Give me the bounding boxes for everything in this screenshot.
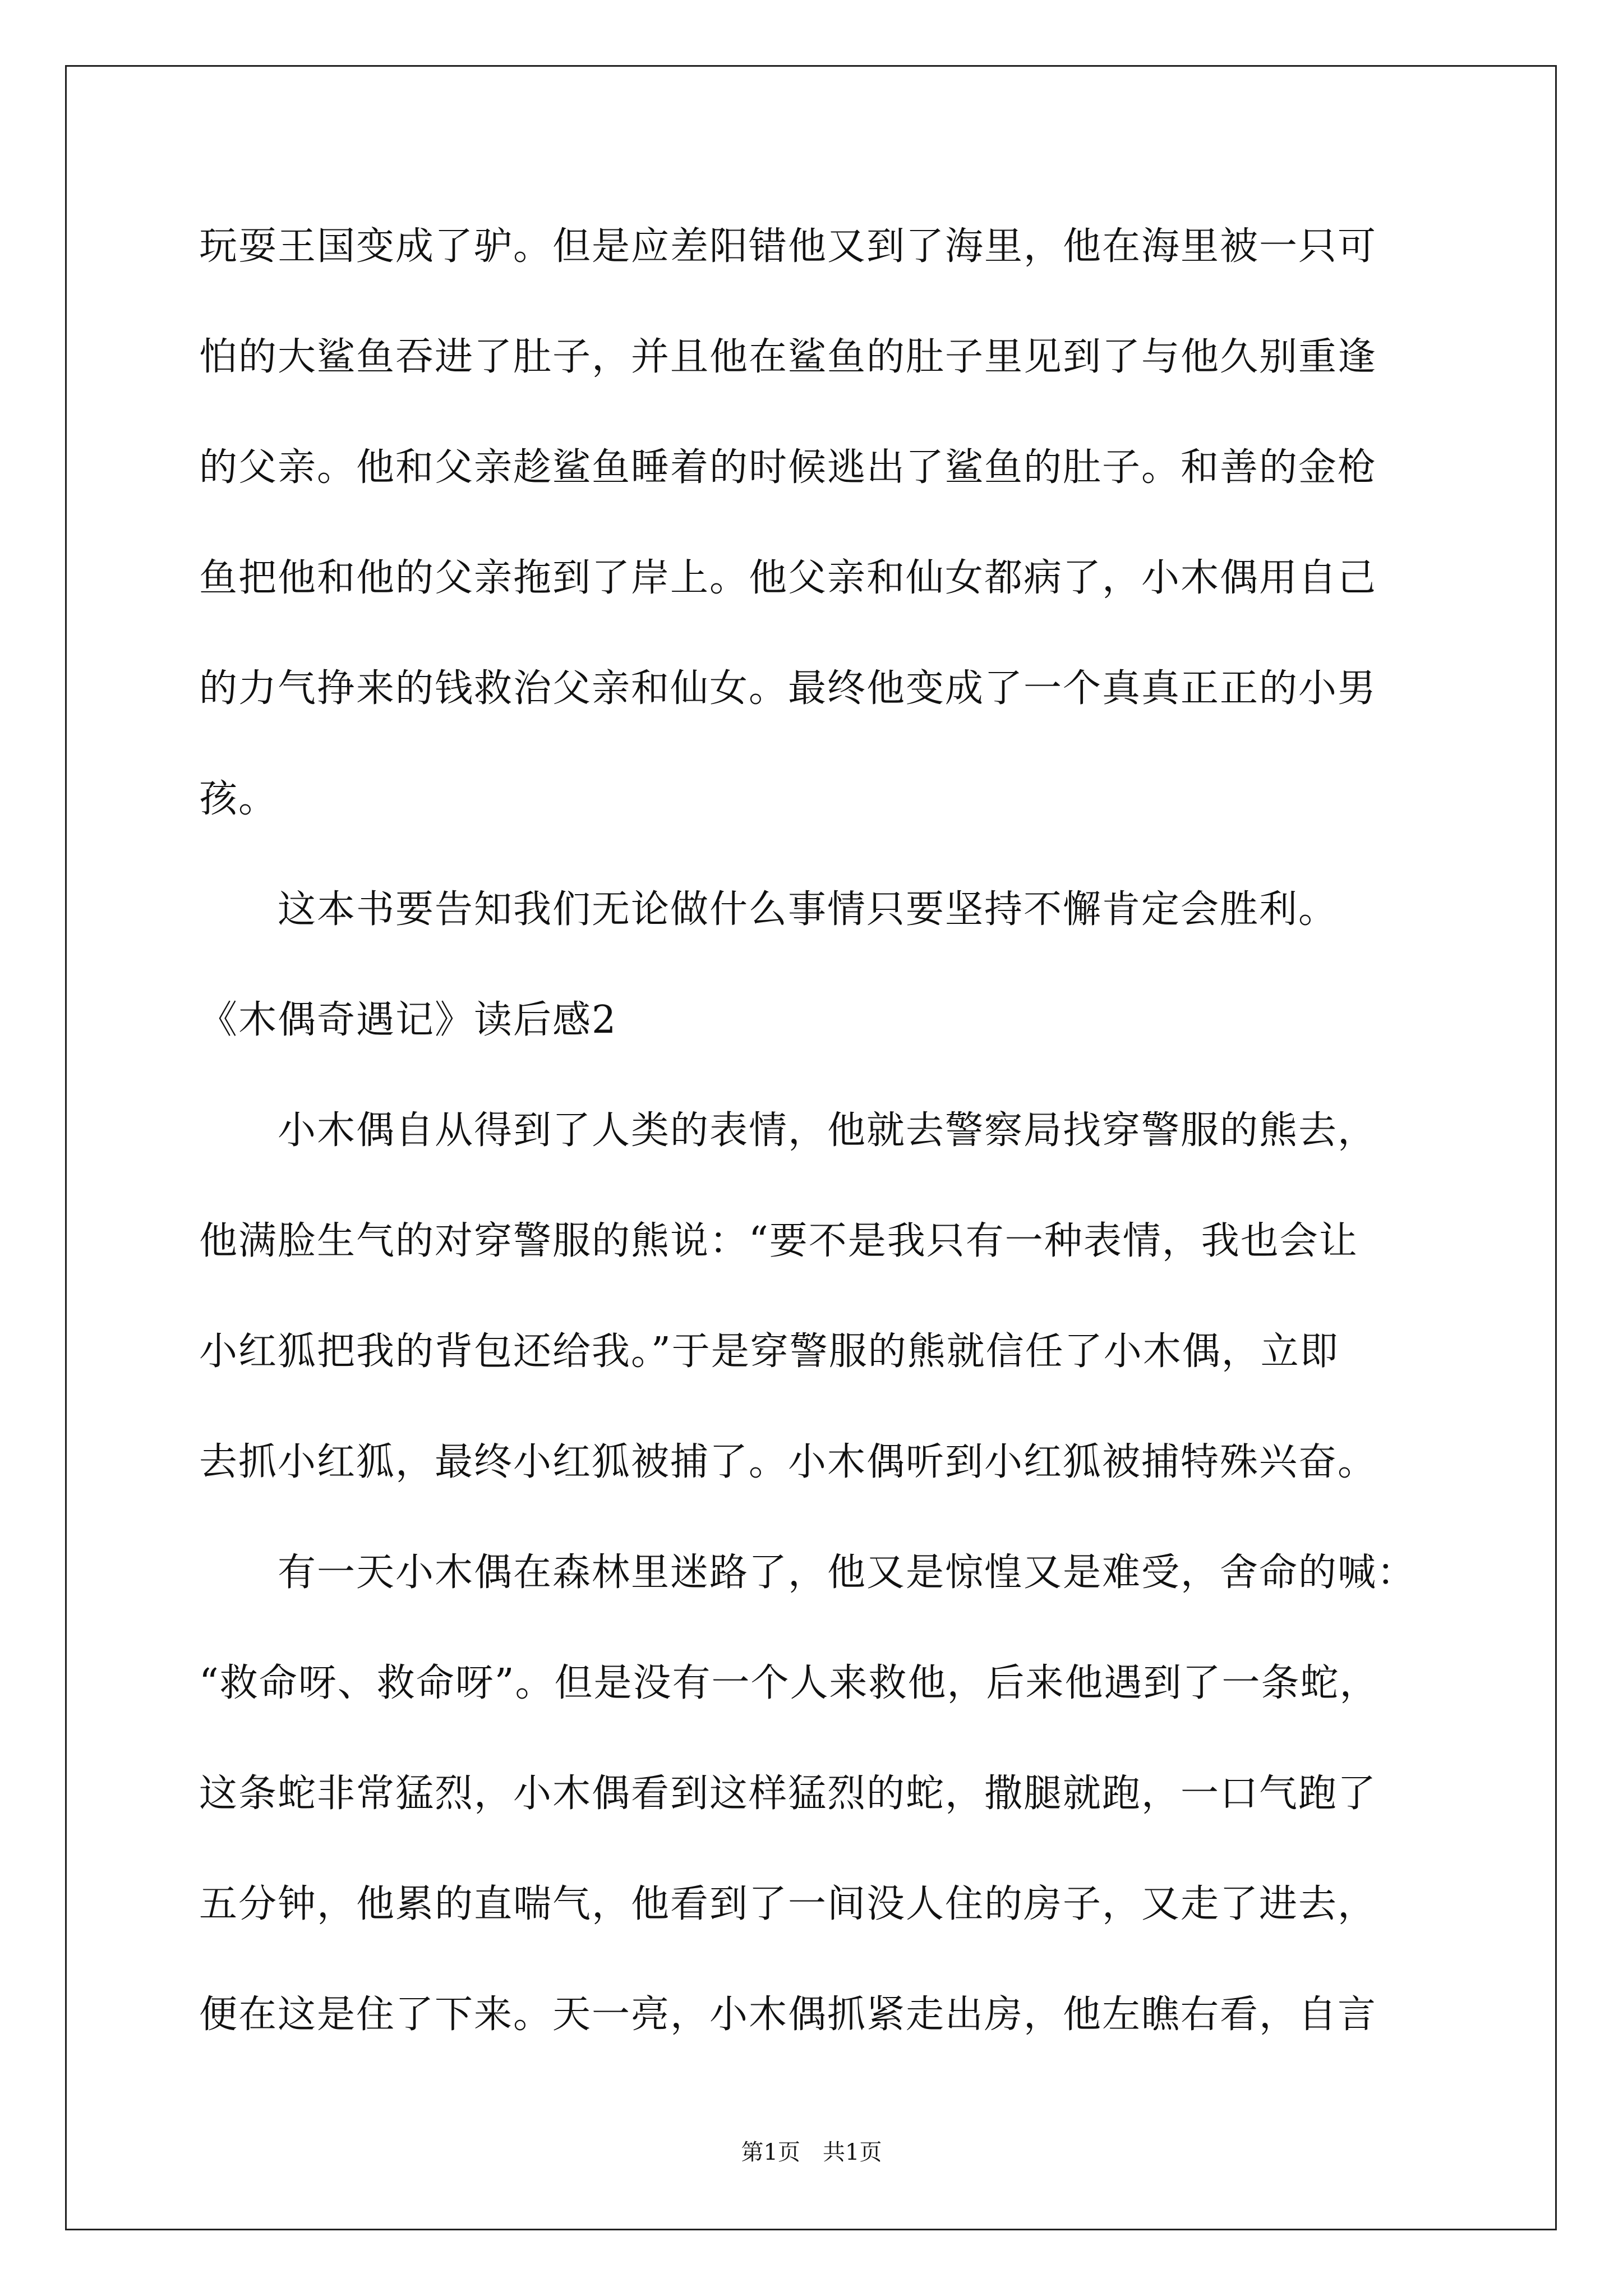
text-line: 的力气挣来的钱救治父亲和仙女。最终他变成了一个真真正正的小男 [199, 666, 1377, 711]
page-footer: 第1页 共1页 [741, 2139, 882, 2165]
text-line: 去抓小红狐，最终小红狐被捕了。小木偶听到小红狐被捕特殊兴奋。 [199, 1440, 1377, 1484]
text-line: 他满脸生气的对穿警服的熊说：“要不是我只有一种表情，我也会让 [199, 1219, 1358, 1263]
text-line: 五分钟，他累的直喘气，他看到了一间没人住的房子，又走了进去， [199, 1882, 1377, 1926]
text-line: 鱼把他和他的父亲拖到了岸上。他父亲和仙女都病了，小木偶用自己 [199, 556, 1377, 600]
text-line: 的父亲。他和父亲趁鲨鱼睡着的时候逃出了鲨鱼的肚子。和善的金枪 [199, 445, 1377, 490]
text-line: 玩耍王国变成了驴。但是应差阳错他又到了海里，他在海里被一只可 [199, 224, 1377, 269]
text-line: 孩。 [199, 777, 278, 821]
text-line: 这条蛇非常猛烈，小木偶看到这样猛烈的蛇，撒腿就跑，一口气跑了 [199, 1772, 1377, 1816]
section-title: 《木偶奇遇记》读后感2 [199, 998, 617, 1042]
text-line: 这本书要告知我们无论做什么事情只要坚持不懈肯定会胜利。 [278, 887, 1338, 932]
text-line: “救命呀、救命呀”。但是没有一个人来救他，后来他遇到了一条蛇， [199, 1661, 1379, 1705]
text-line: 便在这是住了下来。天一亮，小木偶抓紧走出房，他左瞧右看，自言 [199, 1993, 1377, 2037]
text-line: 小红狐把我的背包还给我。”于是穿警服的熊就信任了小木偶，立即 [199, 1329, 1339, 1374]
text-line: 小木偶自从得到了人类的表情，他就去警察局找穿警服的熊去， [278, 1108, 1377, 1153]
text-line: 有一天小木偶在森林里迷路了，他又是惊惶又是难受，舍命的喊： [278, 1550, 1417, 1595]
text-line: 怕的大鲨鱼吞进了肚子，并且他在鲨鱼的肚子里见到了与他久别重逢 [199, 335, 1377, 379]
